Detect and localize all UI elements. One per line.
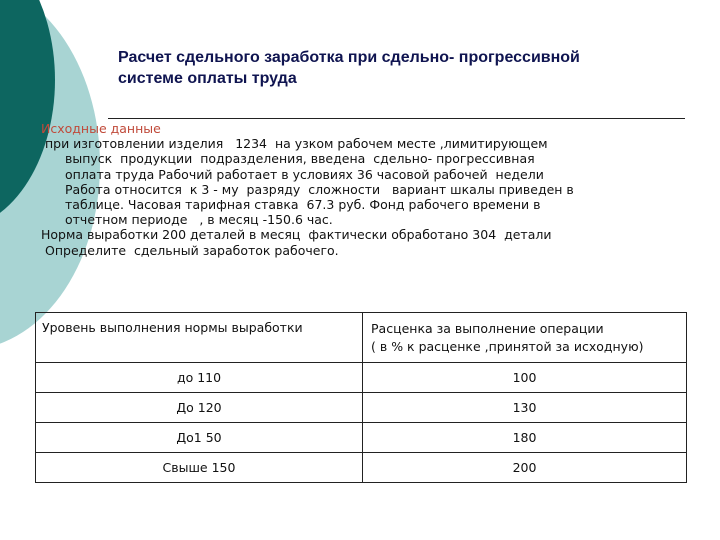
statement-line-2: выпуск продукции подразделения, введена сдельно- прогрессивная (65, 151, 535, 167)
statement-line-6: отчетном периоде , в месяц -150.6 час. (65, 212, 333, 228)
problem-statement (41, 121, 681, 258)
rate-cell: 130 (363, 393, 687, 423)
table-row (36, 393, 687, 423)
title-line-2: системе оплаты труда (118, 70, 297, 87)
header-rate-line-1: Расценка за выполнение операции (371, 321, 604, 336)
statement-line-3: оплата труда Рабочий работает в условиях 36 часовой рабочей недели (65, 166, 544, 182)
task-line: Определите сдельный заработок рабочего. (45, 242, 339, 258)
rate-scale-table (35, 312, 687, 483)
header-rate-line-2: ( в % к расценке ,принятой за исходную) (371, 339, 644, 354)
table-row (36, 453, 687, 483)
level-cell: До1 50 (36, 423, 363, 453)
rate-cell: 100 (363, 363, 687, 393)
statement-line-5: таблице. Часовая тарифная ставка 67.3 руб. Фонд рабочего времени в (65, 197, 541, 213)
level-cell: Свыше 150 (36, 453, 363, 483)
header-cell-rate (363, 313, 687, 363)
table-row (36, 363, 687, 393)
norm-line: Норма выработки 200 деталей в месяц фактически обработано 304 детали (41, 227, 552, 243)
rate-cell: 180 (363, 423, 687, 453)
table-row (36, 423, 687, 453)
title-line-1: Расчет сдельного заработка при сдельно- прогрессивной (118, 49, 580, 66)
statement-line-4: Работа относится к 3 - му разряду сложности вариант шкалы приведен в (65, 181, 574, 197)
level-cell: до 110 (36, 363, 363, 393)
rate-cell: 200 (363, 453, 687, 483)
slide-title (118, 47, 678, 89)
statement-line-1: при изготовлении изделия 1234 на узком рабочем месте ,лимитирующем (41, 136, 548, 152)
level-cell: До 120 (36, 393, 363, 423)
header-cell-level: Уровень выполнения нормы выработки (36, 313, 363, 363)
table-header-row (36, 313, 687, 363)
section-heading: Исходные данные (41, 121, 161, 136)
title-divider (108, 118, 685, 119)
